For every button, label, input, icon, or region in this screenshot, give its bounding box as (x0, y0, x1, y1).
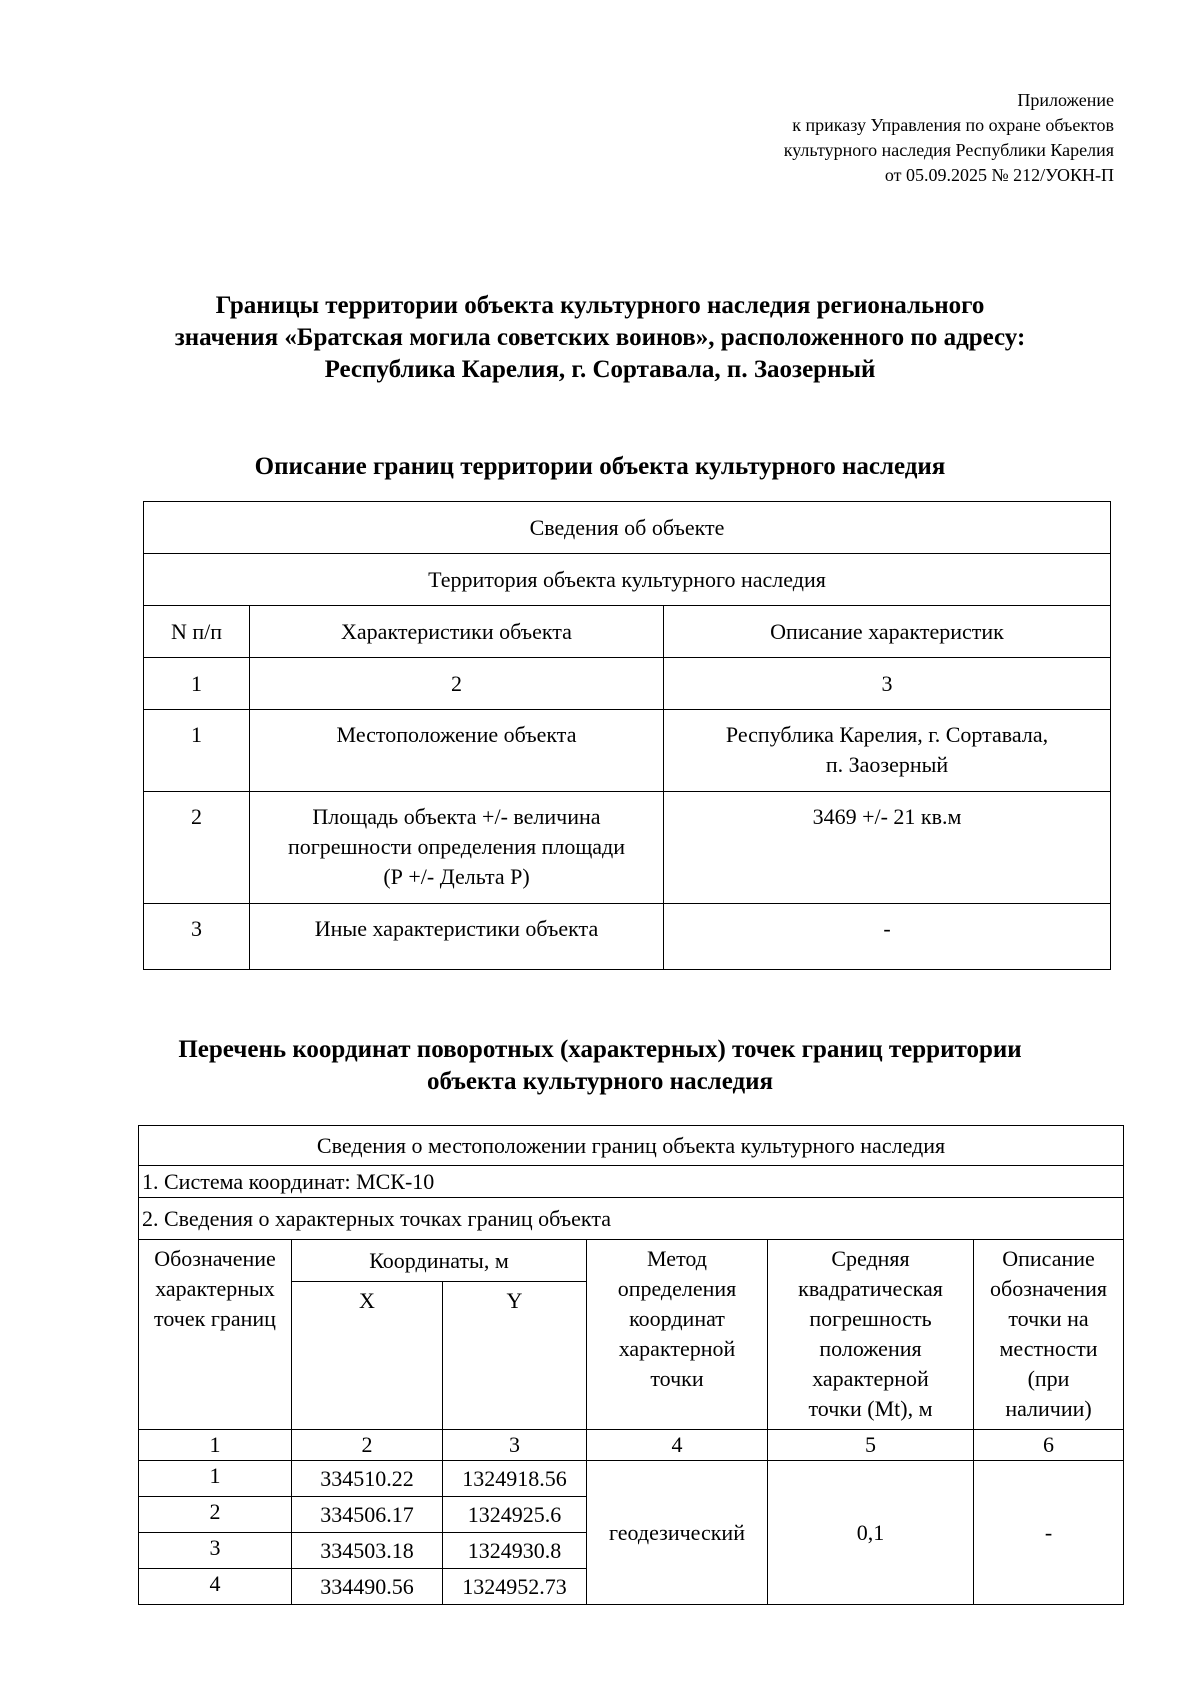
header-line: характерной (812, 1366, 929, 1391)
y-header: Y (443, 1282, 587, 1430)
header-line: точек границ (154, 1306, 276, 1331)
point-x: 334506.17 (292, 1497, 443, 1533)
column-header: Описание характеристик (664, 606, 1111, 658)
point-id: 2 (139, 1497, 292, 1533)
column-header: N п/п (144, 606, 250, 658)
column-number: 4 (587, 1430, 768, 1461)
table-row (144, 904, 1111, 970)
document-title (120, 290, 1080, 386)
row-description (664, 710, 1111, 792)
point-x: 334490.56 (292, 1569, 443, 1605)
appendix-line: от 05.09.2025 № 212/УОКН-П (884, 165, 1114, 185)
title-line: Перечень координат поворотных (характерных) точек границ территории (178, 1036, 1022, 1063)
row-number: 3 (144, 904, 250, 970)
row-number: 1 (144, 710, 250, 792)
point-x: 334510.22 (292, 1461, 443, 1497)
header-line: Описание (1002, 1246, 1095, 1271)
description-header (974, 1240, 1124, 1430)
header-line: (при (1027, 1366, 1070, 1391)
header-line: характерной (618, 1336, 736, 1361)
header-line: точки на (1008, 1306, 1089, 1331)
coordinate-system: 1. Система координат: МСК-10 (139, 1166, 1124, 1198)
point-y: 1324918.56 (443, 1461, 587, 1497)
method-value: геодезический (587, 1461, 768, 1605)
header-line: квадратическая (798, 1276, 943, 1301)
column-number: 5 (768, 1430, 974, 1461)
description-line: п. Заозерный (825, 752, 949, 777)
error-value: 0,1 (768, 1461, 974, 1605)
column-number: 2 (292, 1430, 443, 1461)
coordinates-header: Координаты, м (292, 1240, 587, 1282)
point-id: 4 (139, 1569, 292, 1605)
title-line: Границы территории объекта культурного наследия регионального (215, 292, 985, 319)
header-line: обозначения (990, 1276, 1108, 1301)
description-line: Республика Карелия, г. Сортавала, (725, 722, 1049, 747)
column-header: Характеристики объекта (250, 606, 664, 658)
header-line: определения (617, 1276, 737, 1301)
table2-header: Сведения о местоположении границ объекта культурного наследия (139, 1126, 1124, 1166)
table1-subheader: Территория объекта культурного наследия (144, 554, 1111, 606)
column-number: 3 (664, 658, 1111, 710)
appendix-line: к приказу Управления по охране объектов (792, 115, 1114, 135)
title-line: значения «Братская могила советских воинов», расположенного по адресу: (174, 324, 1026, 351)
header-line: Метод (647, 1246, 707, 1271)
header-line: местности (999, 1336, 1098, 1361)
header-line: погрешность (809, 1306, 932, 1331)
characteristic-line: Площадь объекта +/- величина (312, 804, 601, 829)
error-header (768, 1240, 974, 1430)
characteristic-line: (Р +/- Дельта Р) (383, 864, 530, 889)
point-y: 1324930.8 (443, 1533, 587, 1569)
section1-title: Описание границ территории объекта культурного наследия (254, 453, 946, 480)
header-line: точки (Mt), м (808, 1396, 933, 1421)
row-description: - (664, 904, 1111, 970)
header-line: точки (650, 1366, 704, 1391)
row-characteristic: Иные характеристики объекта (250, 904, 664, 970)
table-row (144, 710, 1111, 792)
section2-title (120, 1034, 1080, 1098)
table1-header: Сведения об объекте (144, 502, 1111, 554)
appendix-block (634, 88, 1114, 188)
x-header: X (292, 1282, 443, 1430)
point-y: 1324952.73 (443, 1569, 587, 1605)
table-row (139, 1461, 1124, 1497)
point-id: 3 (139, 1533, 292, 1569)
title-line: объекта культурного наследия (426, 1068, 774, 1095)
header-line: положения (819, 1336, 922, 1361)
characteristic-line: погрешности определения площади (287, 834, 625, 859)
row-number: 2 (144, 792, 250, 904)
object-info-table (143, 501, 1111, 970)
table-row (144, 792, 1111, 904)
column-number: 1 (144, 658, 250, 710)
column-number: 1 (139, 1430, 292, 1461)
appendix-line: Приложение (1017, 90, 1114, 110)
designation-header (139, 1240, 292, 1430)
row-characteristic (250, 792, 664, 904)
coordinates-table (138, 1125, 1124, 1605)
description-value: - (974, 1461, 1124, 1605)
header-line: наличии) (1005, 1396, 1092, 1421)
method-header (587, 1240, 768, 1430)
point-id: 1 (139, 1461, 292, 1497)
header-line: координат (629, 1306, 725, 1331)
points-info: 2. Сведения о характерных точках границ объекта (139, 1198, 1124, 1240)
header-line: Средняя (831, 1246, 910, 1271)
appendix-line: культурного наследия Республики Карелия (783, 140, 1114, 160)
row-characteristic: Местоположение объекта (250, 710, 664, 792)
point-x: 334503.18 (292, 1533, 443, 1569)
column-number: 2 (250, 658, 664, 710)
row-description: 3469 +/- 21 кв.м (664, 792, 1111, 904)
column-number: 3 (443, 1430, 587, 1461)
header-line: характерных (155, 1276, 275, 1301)
header-line: Обозначение (154, 1246, 276, 1271)
point-y: 1324925.6 (443, 1497, 587, 1533)
title-line: Республика Карелия, г. Сортавала, п. Заозерный (324, 356, 876, 383)
column-number: 6 (974, 1430, 1124, 1461)
